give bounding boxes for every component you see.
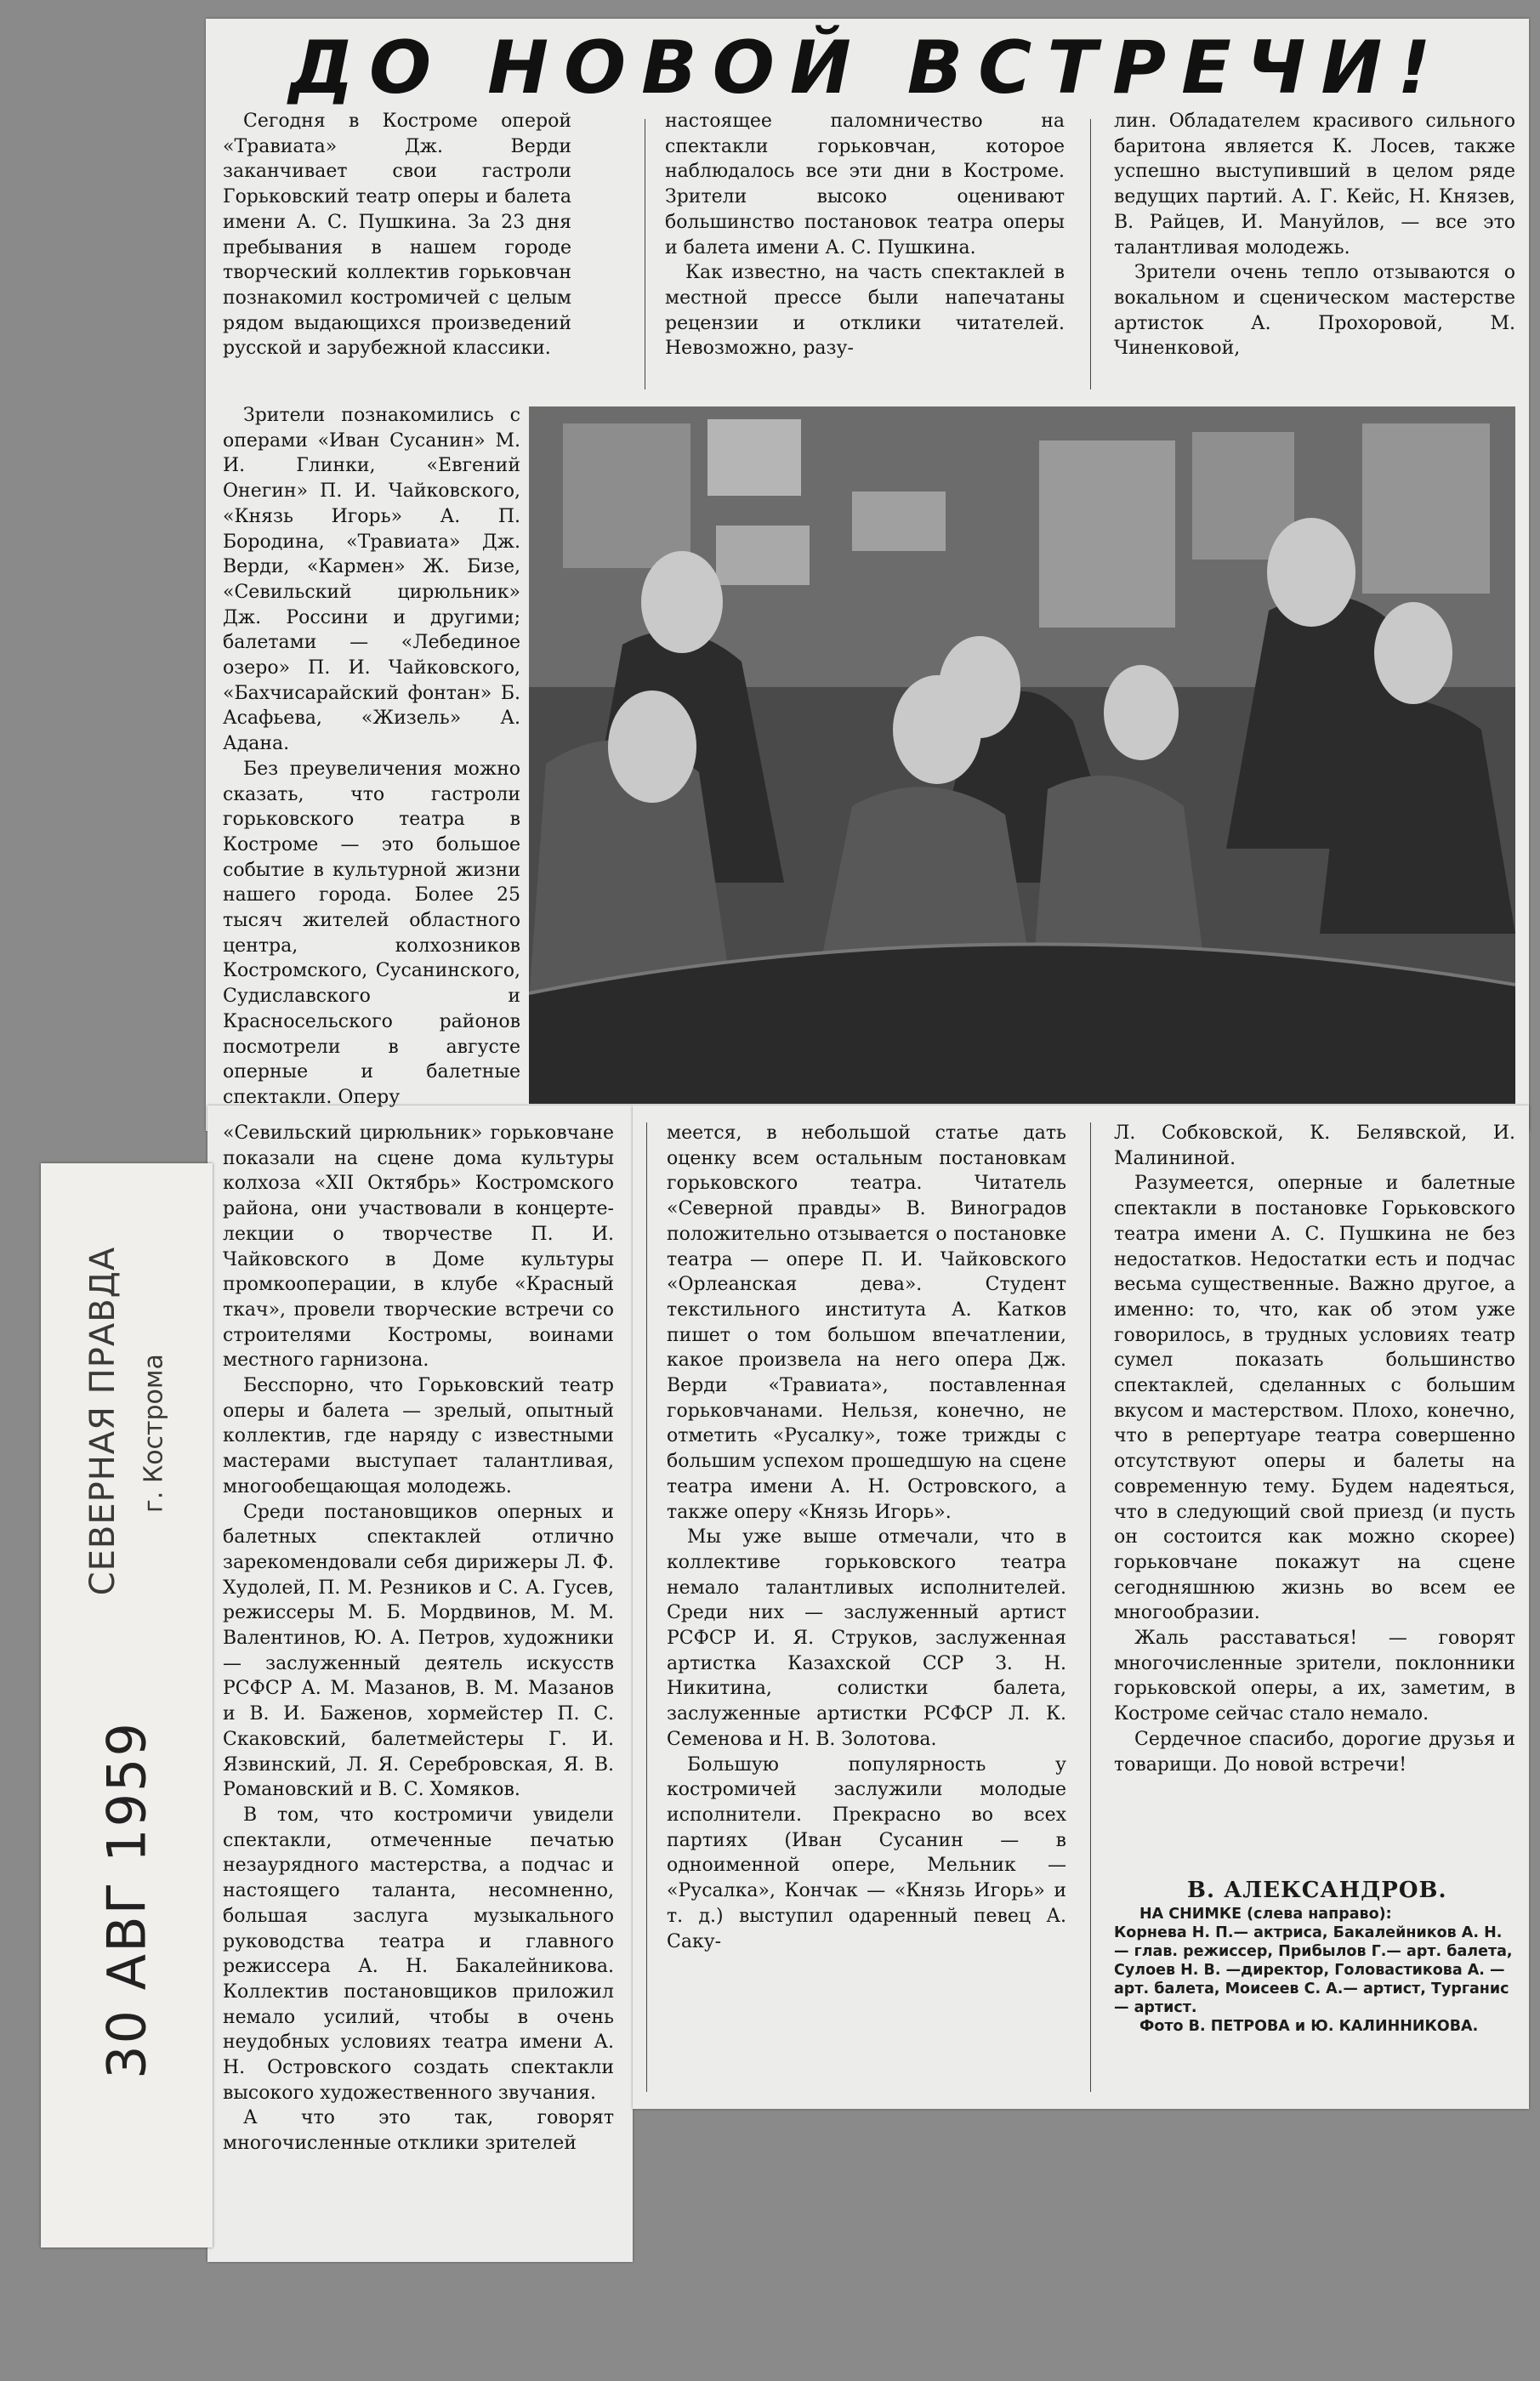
column-1-narrow	[223, 403, 520, 1112]
stamp-date: 30 АВГ 1959	[95, 1721, 158, 2079]
paragraph: Мы уже выше отмечали, что в коллективе горьковского театра немало талантливых исполнителей. Среди них — заслуженный артист РСФСР И. Я. Струков, заслуженная артистка Казахской ССР З. Н. Никитина, солистки балета, заслуженные артистки РСФСР Л. К. Семенова и Н. В. Золотова.	[667, 1526, 1066, 1750]
caption-title: НА СНИМКЕ (слева направо):	[1139, 1906, 1392, 1923]
paragraph: Сегодня в Костроме оперой «Травиата» Дж. Верди заканчивает свои гастроли Горьковский театр оперы и балета имени А. С. Пушкина. За 23 дня пребывания в нашем городе творческий коллектив горьковчан познакомил костромичей с целым рядом выдающихся произведений русской и зарубежной классики.	[223, 111, 571, 360]
author-byline: В. АЛЕКСАНДРОВ.	[1187, 1878, 1447, 1903]
stamp-newspaper-name: СЕВЕРНАЯ ПРАВДА	[83, 1246, 122, 1596]
photo-credit: Фото В. ПЕТРОВА и Ю. КАЛИННИКОВА.	[1139, 2018, 1479, 2035]
photo-illustration	[529, 406, 1515, 1104]
paragraph: Как известно, на часть спектаклей в местной прессе были напечатаны рецензии и отклики читателей. Невозможно, разу-	[665, 262, 1065, 360]
column-2-bottom	[667, 1121, 1066, 2099]
paragraph: Среди постановщиков оперных и балетных спектаклей отлично зарекомендовали себя дирижеры Л. Ф. Худолей, П. М. Резников и С. А. Гусев, режиссеры М. Б. Мордвинов, М. М. Валентинов, Ю. А. Петров, художники — заслуженный деятель искусств РСФСР А. М. Мазанов, В. М. Мазанов и В. И. Баженов, хормейстер П. С. Скаковский, балетмейстеры Г. И. Язвинский, Л. Я. Серебровская, Я. В. Романовский и В. С. Хомяков.	[223, 1501, 614, 1801]
column-divider	[646, 1122, 647, 2092]
paragraph: Большую популярность у костромичей заслужили молодые исполнители. Прекрасно во всех партиях (Иван Сусанин — в одноименной опере, Мельник — «Русалка», Кончак — «Князь Игорь» и т. д.) выступил одаренный певец А. Саку-	[667, 1753, 1066, 1952]
paragraph: Бесспорно, что Горьковский театр оперы и балета — зрелый, опытный коллектив, где наряду с известными мастерами выступает талантливая, многообещающая молодежь.	[223, 1375, 614, 1497]
paragraph: Зрители познакомились с операми «Иван Сусанин» М. И. Глинки, «Евгений Онегин» П. И. Чайковского, «Князь Игорь» А. П. Бородина, «Травиата» Дж. Верди, «Кармен» Ж. Бизе, «Севильский цирюльник» Дж. Россини и другими; балетами — «Лебединое озеро» П. И. Чайковского, «Бахчисарайский фонтан» Б. Асафьева, «Жизель» А. Адана.	[223, 405, 520, 755]
column-divider	[1090, 1122, 1091, 2092]
archive-stamp-card	[41, 1163, 213, 2247]
paragraph: настоящее паломничество на спектакли горьковчан, которое наблюдалось все эти дни в Костроме. Зрители высоко оценивают большинство постановок театра оперы и балета имени А. С. Пушкина.	[665, 111, 1065, 259]
paragraph: Л. Собковской, К. Белявской, И. Малининой.	[1114, 1122, 1515, 1169]
paragraph: В том, что костромичи увидели спектакли, отмеченные печатью незаурядного мастерства, а подчас и настоящего таланта, несомненно, большая заслуга музыкального руководства театра и главного режиссера А. Н. Бакалейникова. Коллектив постановщиков приложил немало усилий, чтобы в очень неудобных условиях театра имени А. Н. Островского создать спектакли высокого художественного звучания.	[223, 1804, 614, 2104]
paragraph: Зрители очень тепло отзываются о вокальном и сценическом мастерстве артисток А. Прохоровой, М. Чиненковой,	[1114, 262, 1515, 360]
stamp-city: г. Кострома	[139, 1354, 169, 1513]
headline: ДО НОВОЙ ВСТРЕЧИ!	[288, 26, 1446, 111]
column-divider	[1090, 119, 1091, 389]
photo-caption	[1114, 1905, 1514, 2036]
paragraph: Сердечное спасибо, дорогие друзья и товарищи. До новой встречи!	[1114, 1728, 1515, 1776]
column-2-top	[665, 109, 1065, 393]
paragraph: «Севильский цирюльник» горьковчане показали на сцене дома культуры колхоза «XII Октябрь» Костромского района, они участвовали в концерте-лекции о творчестве П. И. Чайковского в Доме культуры промкооперации, в клубе «Красный ткач», провели творческие встречи со строителями Костромы, воинами местного гарнизона.	[223, 1122, 614, 1372]
column-3-bottom	[1114, 1121, 1515, 1872]
column-1-top	[223, 109, 571, 393]
paragraph: меется, в небольшой статье дать оценку всем остальным постановкам горьковского театра. Читатель «Северной правды» В. Виноградов положительно отзывается о постановке театра — опере П. И. Чайковского «Орлеанская дева». Студент текстильного института А. Катков пишет о том большом впечатлении, какое произвела на него опера Дж. Верди «Травиата», поставленная горьковчанами. Нельзя, конечно, не отметить «Русалку», тоже трижды с большим успехом прошедшую на сцене театра имени А. Н. Островского, а также оперу «Князь Игорь».	[667, 1122, 1066, 1523]
caption-body: Корнева Н. П.— актриса, Бакалейников А. Н.— глав. режиссер, Прибылов Г.— арт. балета, Сулоев Н. В. —директор, Головастикова А. — арт. балета, Моисеев С. А.— артист, Турганис— артист.	[1114, 1924, 1513, 2016]
column-1-bottom	[223, 1121, 614, 2252]
paragraph: Без преувеличения можно сказать, что гастроли горьковского театра в Костроме — это большое событие в культурной жизни нашего города. Более 25 тысяч жителей областного центра, колхозников Костромского, Сусанинского, Судиславского и Красносельского районов посмотрели в августе оперные и балетные спектакли. Оперу	[223, 758, 520, 1108]
paragraph: Жаль расставаться! — говорят многочисленные зрители, поклонники горьковской оперы, а их, заметим, в Костроме сейчас стало немало.	[1114, 1628, 1515, 1725]
group-photo	[529, 406, 1515, 1104]
paragraph: А что это так, говорят многочисленные отклики зрителей	[223, 2107, 614, 2155]
paragraph: лин. Обладателем красивого сильного баритона является К. Лосев, также успешно выступивший в целом ряде ведущих партий. А. Г. Кейс, Н. Князев, В. Райцев, И. Мануйлов, — все это талантливая молодежь.	[1114, 111, 1515, 259]
column-3-top	[1114, 109, 1515, 393]
paragraph: Разумеется, оперные и балетные спектакли в постановке Горьковского театра имени А. С. Пушкина не без недостатков. Недостатки есть и подчас весьма существенные. Важно другое, а именно: то, что, как об этом уже говорилось, в трудных условиях театр сумел показать большинство спектаклей, сделанных с большим вкусом и мастерством. Плохо, конечно, что в репертуаре театра совершенно отсутствуют оперы и балеты на современную тему. Будем надеяться, что в следующий свой приезд (и пусть он состоится как можно скорее) горьковчане покажут на сцене сегодняшнюю жизнь во всем ее многообразии.	[1114, 1173, 1515, 1624]
